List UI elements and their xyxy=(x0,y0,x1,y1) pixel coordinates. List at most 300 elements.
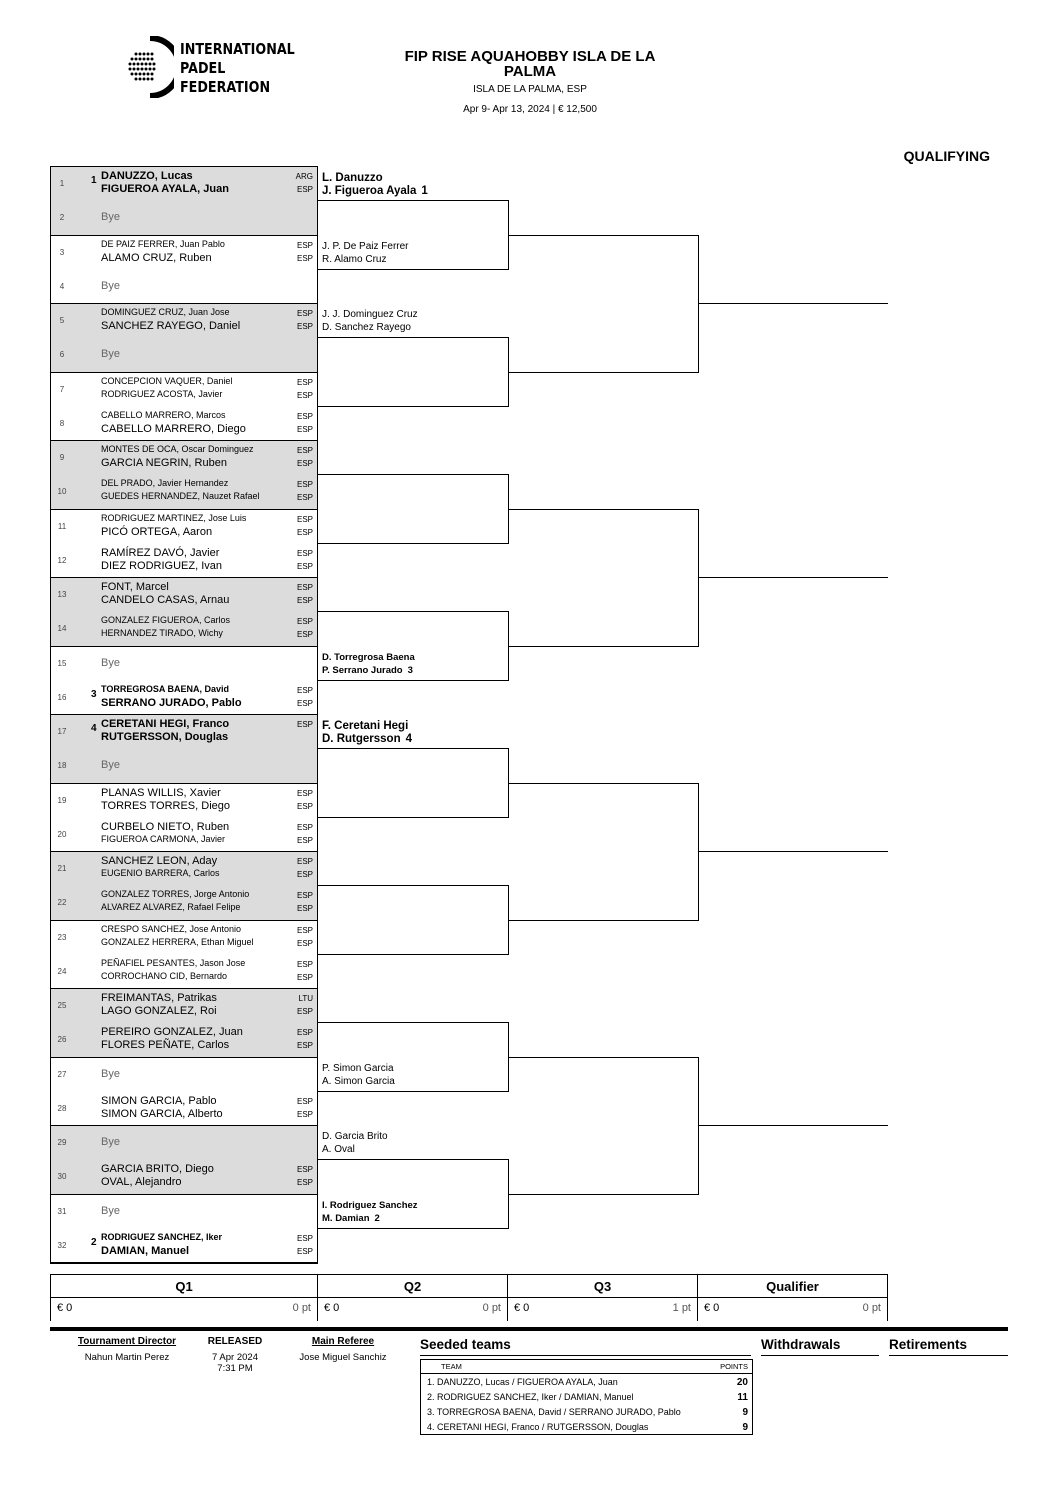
round2-player-1: D. Torregrosa Baena xyxy=(322,651,415,663)
draw-position: 23 xyxy=(57,932,67,942)
retirements-rule xyxy=(889,1355,1008,1356)
player-2-nationality: ESP xyxy=(296,390,313,400)
round2-player-2-name: P. Serrano Jurado xyxy=(322,664,403,676)
round2-player-2-name: A. Simon Garcia xyxy=(322,1075,395,1087)
bracket-line xyxy=(698,509,699,647)
draw-position: 10 xyxy=(57,487,67,497)
player-2-name: FLORES PEÑATE, Carlos xyxy=(101,1039,230,1052)
draw-entry xyxy=(51,578,317,612)
bracket-line xyxy=(318,337,508,338)
draw-entry xyxy=(51,407,317,441)
round2-seed: 3 xyxy=(407,664,413,676)
player-2-name: RUTGERSSON, Douglas xyxy=(101,731,229,743)
player-1-name: GONZALEZ FIGUEROA, Carlos xyxy=(101,615,231,626)
player-2-nationality: ESP xyxy=(296,1178,313,1188)
draw-position: 20 xyxy=(57,829,67,839)
draw-position: 18 xyxy=(57,761,67,771)
bracket-line xyxy=(698,303,888,304)
player-1-nationality: ESP xyxy=(296,788,313,798)
round2-player-2-name: D. Rutgersson xyxy=(322,733,401,746)
round2-seed: 2 xyxy=(374,1212,380,1224)
player-2-name: FIGUEROA AYALA, Juan xyxy=(101,183,229,195)
round2-player-1: L. Danuzzo xyxy=(322,172,383,185)
bye-label: Bye xyxy=(101,279,120,292)
player-2-name: SERRANO JURADO, Pablo xyxy=(101,696,242,709)
draw-position: 9 xyxy=(59,453,65,462)
seeded-team-name: 1. DANUZZO, Lucas / FIGUEROA AYALA, Juan xyxy=(427,1377,618,1387)
draw-position: 13 xyxy=(57,590,67,599)
player-1-nationality: ESP xyxy=(296,583,313,592)
player-1-nationality: ESP xyxy=(296,1165,313,1175)
player-1-nationality: ESP xyxy=(296,685,313,695)
draw-entry xyxy=(51,1160,317,1194)
round2-player-2 xyxy=(322,185,428,197)
player-1-name: CRESPO SANCHEZ, Jose Antonio xyxy=(101,923,242,934)
bye-label: Bye xyxy=(101,1204,120,1217)
prize-table xyxy=(50,1274,888,1321)
draw-entry xyxy=(51,373,317,407)
player-1-name: SANCHEZ LEON, Aday xyxy=(101,855,218,867)
draw-position: 26 xyxy=(57,1035,67,1045)
player-1-name: PLANAS WILLIS, Xavier xyxy=(101,786,221,799)
draw-position: 17 xyxy=(57,727,67,736)
draw-entry xyxy=(51,612,317,646)
player-1-nationality: ESP xyxy=(296,925,313,935)
round2-seed: 4 xyxy=(405,733,412,746)
player-1-name: SIMON GARCIA, Pablo xyxy=(101,1094,217,1107)
bracket-line xyxy=(318,543,508,544)
player-1-nationality: ESP xyxy=(296,240,313,250)
player-2-nationality: ESP xyxy=(296,1007,313,1016)
player-2-name: ALAMO CRUZ, Ruben xyxy=(101,251,212,264)
tournament-title-line2: PALMA xyxy=(503,63,557,80)
player-1-name: RAMÍREZ DAVÓ, Javier xyxy=(101,546,220,559)
player-2-nationality: ESP xyxy=(296,1109,313,1119)
bracket-line xyxy=(318,1091,508,1092)
player-1-name: GARCIA BRITO, Diego xyxy=(101,1163,214,1176)
draw-entry xyxy=(51,715,317,749)
player-1-name: FONT, Marcel xyxy=(101,581,169,593)
seeded-team-row xyxy=(421,1374,752,1389)
main-referee xyxy=(278,1336,408,1363)
draw-entry xyxy=(51,1023,317,1057)
bracket-line xyxy=(698,1125,888,1126)
bye-label: Bye xyxy=(101,759,120,772)
player-1-nationality: ESP xyxy=(296,1096,313,1106)
player-1-nationality: ARG xyxy=(295,172,313,181)
bracket-line xyxy=(698,783,699,921)
player-1-nationality: ESP xyxy=(296,377,313,387)
player-1-nationality: ESP xyxy=(296,822,313,832)
bracket-line xyxy=(318,817,508,818)
seed-number: 4 xyxy=(91,723,97,734)
bracket-line xyxy=(318,954,508,955)
player-1-name: TORREGROSA BAENA, David xyxy=(101,683,230,694)
draw-position: 19 xyxy=(57,795,67,805)
player-1-name: CONCEPCION VAQUER, Daniel xyxy=(101,375,233,386)
player-2-nationality: ESP xyxy=(296,835,313,845)
player-1-nationality: ESP xyxy=(296,514,313,524)
prize-money: € 0 xyxy=(57,1302,73,1314)
draw-entry xyxy=(51,955,317,989)
round2-player-2 xyxy=(322,322,411,333)
bye-label: Bye xyxy=(101,211,120,224)
player-2-nationality: ESP xyxy=(296,630,313,640)
bye-label: Bye xyxy=(101,1067,120,1080)
fip-logo xyxy=(126,36,174,98)
draw-position: 2 xyxy=(59,213,65,223)
prize-money: € 0 xyxy=(324,1302,340,1314)
bye-label: Bye xyxy=(101,348,120,361)
prize-separator xyxy=(51,1297,317,1298)
player-1-name: CERETANI HEGI, Franco xyxy=(101,718,230,730)
seeded-table-header xyxy=(421,1360,752,1374)
prize-points: 0 pt xyxy=(482,1302,501,1314)
draw-entry xyxy=(51,544,317,578)
player-2-name: SANCHEZ RAYEGO, Daniel xyxy=(101,320,241,332)
player-2-nationality: ESP xyxy=(296,527,313,537)
player-2-nationality: ESP xyxy=(296,253,313,263)
round2-player-2-name: D. Sanchez Rayego xyxy=(322,322,411,334)
round2-player-1: J. P. De Paiz Ferrer xyxy=(322,240,409,252)
prize-round-label: Qualifier xyxy=(766,1279,819,1294)
player-1-nationality: LTU xyxy=(298,994,313,1003)
draw-position: 1 xyxy=(59,179,65,188)
player-1-name: MONTES DE OCA, Oscar Dominguez xyxy=(101,444,254,454)
player-2-nationality: ESP xyxy=(296,185,313,194)
player-2-nationality: ESP xyxy=(296,904,313,914)
player-1-name: PEÑAFIEL PESANTES, Jason Jose xyxy=(101,957,246,968)
draw-entry xyxy=(51,852,317,886)
seeded-teams-table xyxy=(420,1359,753,1435)
round2-player-2 xyxy=(322,1076,395,1087)
draw-entry xyxy=(51,236,317,270)
player-2-name: DIEZ RODRIGUEZ, Ivan xyxy=(101,559,223,572)
bracket-line xyxy=(318,269,508,270)
draw-entry xyxy=(51,1126,317,1160)
bye-label: Bye xyxy=(101,1136,120,1148)
round2-player-2 xyxy=(322,1213,380,1224)
round2-player-2 xyxy=(322,733,412,745)
prize-round-cell xyxy=(318,1275,508,1321)
player-1-nationality: ESP xyxy=(296,309,313,318)
round2-player-1: F. Ceretani Hegi xyxy=(322,720,409,733)
player-2-name: LAGO GONZALEZ, Roi xyxy=(101,1005,217,1017)
tournament-director xyxy=(62,1336,192,1363)
player-2-nationality: ESP xyxy=(296,561,313,571)
player-1-nationality: ESP xyxy=(296,720,313,729)
player-2-name: PICÓ ORTEGA, Aaron xyxy=(101,525,213,538)
player-1-nationality: ESP xyxy=(296,446,313,455)
seeded-team-name: 4. CERETANI HEGI, Franco / RUTGERSSON, Douglas xyxy=(427,1422,649,1432)
draw-entry xyxy=(51,338,317,372)
player-2-nationality: ESP xyxy=(296,1041,313,1051)
withdrawals-title: Withdrawals xyxy=(761,1337,841,1352)
bracket-line xyxy=(508,748,509,818)
bracket-line xyxy=(508,337,509,407)
draw-position: 12 xyxy=(57,555,67,565)
player-1-nationality: ESP xyxy=(296,617,313,627)
tournament-title-line1: FIP RISE AQUAHOBBY ISLA DE LA xyxy=(404,48,656,65)
player-2-name: CORROCHANO CID, Bernardo xyxy=(101,970,228,981)
bracket-line xyxy=(508,372,698,373)
draw-position: 11 xyxy=(57,521,67,531)
draw-position: 30 xyxy=(57,1172,67,1182)
seed-number: 1 xyxy=(91,175,97,186)
draw-entry xyxy=(51,647,317,681)
bracket-line xyxy=(698,1057,699,1195)
draw-entry xyxy=(51,749,317,783)
draw-position: 7 xyxy=(59,384,65,394)
retirements-title: Retirements xyxy=(889,1337,968,1352)
director-label: Tournament Director xyxy=(77,1336,177,1347)
referee-label: Main Referee xyxy=(311,1336,375,1347)
seeded-team-row xyxy=(421,1389,752,1404)
player-2-name: ALVAREZ ALVAREZ, Rafael Felipe xyxy=(101,902,241,913)
bracket-line xyxy=(508,235,698,236)
prize-separator xyxy=(508,1297,697,1298)
draw-entry xyxy=(51,921,317,955)
draw-entry xyxy=(51,1195,317,1229)
prize-points: 0 pt xyxy=(862,1302,881,1314)
player-2-nationality: ESP xyxy=(296,938,313,948)
player-1-name: FREIMANTAS, Patrikas xyxy=(101,992,217,1004)
bracket-line xyxy=(698,851,888,852)
player-1-name: DANUZZO, Lucas xyxy=(101,170,193,182)
bracket-line xyxy=(508,611,509,681)
player-2-name: TORRES TORRES, Diego xyxy=(101,799,230,812)
bracket-line xyxy=(698,235,699,373)
player-2-nationality: ESP xyxy=(296,424,313,434)
bracket-line xyxy=(318,1022,508,1023)
draw-entry xyxy=(51,475,317,509)
round2-player-1: D. Garcia Brito xyxy=(322,1131,388,1143)
player-2-name: HERNANDEZ TIRADO, Wichy xyxy=(101,628,223,639)
player-1-nationality: ESP xyxy=(296,959,313,969)
round2-player-1: J. J. Dominguez Cruz xyxy=(322,309,418,321)
player-2-nationality: ESP xyxy=(296,1246,313,1256)
player-2-name: RODRIGUEZ ACOSTA, Javier xyxy=(101,388,223,399)
draw-entry xyxy=(51,1229,317,1263)
player-1-nationality: ESP xyxy=(296,1028,313,1038)
federation-name: INTERNATIONAL PADEL FEDERATION xyxy=(180,40,295,96)
draw-position: 28 xyxy=(57,1103,67,1113)
draw-position: 31 xyxy=(57,1206,67,1216)
released-date: 7 Apr 2024 xyxy=(212,1352,258,1363)
bracket-line xyxy=(508,200,509,270)
seeded-teams-title: Seeded teams xyxy=(420,1337,511,1352)
prize-separator xyxy=(318,1297,507,1298)
player-1-name: RODRIGUEZ MARTINEZ, Jose Luis xyxy=(101,512,247,523)
player-2-nationality: ESP xyxy=(296,698,313,708)
prize-round-label: Q2 xyxy=(403,1279,422,1294)
draw-position: 14 xyxy=(57,624,67,634)
withdrawals-rule xyxy=(761,1355,879,1356)
prize-money: € 0 xyxy=(514,1302,530,1314)
prize-round-cell xyxy=(50,1275,318,1321)
round2-player-2-name: A. Oval xyxy=(322,1144,355,1156)
footer-rule xyxy=(50,1327,1008,1331)
fip-logo-icon xyxy=(126,36,174,98)
seeded-team-row xyxy=(421,1404,752,1419)
player-2-nationality: ESP xyxy=(296,870,313,879)
bracket-line xyxy=(318,1159,508,1160)
round2-seed: 1 xyxy=(421,185,428,198)
bracket-line xyxy=(318,748,508,749)
prize-separator xyxy=(698,1297,887,1298)
player-1-nationality: ESP xyxy=(296,1233,313,1243)
draw-position: 15 xyxy=(57,658,67,668)
player-1-name: GONZALEZ TORRES, Jorge Antonio xyxy=(101,889,250,900)
draw-entry xyxy=(51,510,317,544)
released-info xyxy=(185,1336,285,1374)
prize-round-cell xyxy=(508,1275,698,1321)
bracket-line xyxy=(698,577,888,578)
seeded-team-points: 11 xyxy=(737,1392,748,1403)
bye-label: Bye xyxy=(101,656,120,669)
tournament-location: ISLA DE LA PALMA, ESP xyxy=(473,84,587,95)
bracket-line xyxy=(508,1159,509,1229)
bracket-line xyxy=(318,885,508,886)
team-column-header: TEAM xyxy=(441,1362,462,1371)
draw-position: 25 xyxy=(57,1001,67,1010)
bracket-line xyxy=(508,920,698,921)
round2-player-2-name: M. Damian xyxy=(322,1212,370,1224)
draw-type-label: QUALIFYING xyxy=(903,148,990,164)
player-1-name: PEREIRO GONZALEZ, Juan xyxy=(101,1026,243,1039)
draw-entry xyxy=(51,1058,317,1092)
prize-round-label: Q1 xyxy=(175,1279,193,1294)
bracket-line xyxy=(318,680,508,681)
player-1-name: DOMINGUEZ CRUZ, Juan Jose xyxy=(101,307,230,317)
player-2-nationality: ESP xyxy=(296,801,313,811)
seeded-team-points: 9 xyxy=(742,1422,748,1433)
referee-name: Jose Miguel Sanchiz xyxy=(299,1352,387,1363)
bracket-line xyxy=(318,1228,508,1229)
bracket-line xyxy=(508,783,698,784)
prize-points: 0 pt xyxy=(292,1302,311,1314)
player-2-nationality: ESP xyxy=(296,322,313,331)
bracket-line xyxy=(508,474,509,544)
bracket-line xyxy=(318,611,508,612)
draw-entry xyxy=(51,441,317,475)
released-label: RELEASED xyxy=(207,1336,263,1347)
draw-position: 3 xyxy=(59,247,65,257)
round2-player-2-name: J. Figueroa Ayala xyxy=(322,185,417,198)
round2-player-2 xyxy=(322,665,413,676)
player-1-nationality: ESP xyxy=(296,857,313,866)
player-2-name: OVAL, Alejandro xyxy=(101,1176,182,1189)
bracket-line xyxy=(318,200,508,201)
bracket-line xyxy=(508,1194,698,1195)
seed-number: 3 xyxy=(91,688,97,700)
player-2-name: DAMIAN, Manuel xyxy=(101,1244,189,1257)
draw-entry xyxy=(51,886,317,920)
player-1-name: DEL PRADO, Javier Hernandez xyxy=(101,478,229,489)
draw-entry xyxy=(51,270,317,304)
player-2-name: SIMON GARCIA, Alberto xyxy=(101,1107,223,1120)
seeded-team-name: 2. RODRIGUEZ SANCHEZ, Iker / DAMIAN, Manuel xyxy=(427,1392,634,1402)
draw-list xyxy=(50,166,318,1264)
draw-position: 16 xyxy=(57,692,67,702)
director-name: Nahun Martin Perez xyxy=(84,1352,170,1363)
draw-position: 29 xyxy=(57,1138,67,1147)
prize-points: 1 pt xyxy=(672,1302,691,1314)
round2-player-2-name: R. Alamo Cruz xyxy=(322,253,387,265)
player-2-name: GARCIA NEGRIN, Ruben xyxy=(101,457,227,469)
player-2-name: FIGUEROA CARMONA, Javier xyxy=(101,833,226,844)
prize-round-cell xyxy=(698,1275,888,1321)
player-2-name: EUGENIO BARRERA, Carlos xyxy=(101,868,220,878)
draw-position: 22 xyxy=(57,898,67,908)
player-2-nationality: ESP xyxy=(296,493,313,503)
seeded-team-points: 20 xyxy=(736,1377,748,1388)
player-1-name: CABELLO MARRERO, Marcos xyxy=(101,409,226,420)
draw-entry xyxy=(51,304,317,338)
seeded-team-name: 3. TORREGROSA BAENA, David / SERRANO JURADO, Pablo xyxy=(427,1407,681,1417)
player-2-nationality: ESP xyxy=(296,459,313,468)
bracket-line xyxy=(508,646,698,647)
draw-entry xyxy=(51,818,317,852)
player-2-name: CANDELO CASAS, Arnau xyxy=(101,594,230,606)
draw-entry xyxy=(51,989,317,1023)
player-1-nationality: ESP xyxy=(296,891,313,901)
prize-round-label: Q3 xyxy=(593,1279,612,1294)
bracket-line xyxy=(508,1022,509,1092)
seed-number: 2 xyxy=(91,1236,97,1248)
seeded-team-row xyxy=(421,1419,752,1434)
round2-player-1: P. Simon Garcia xyxy=(322,1062,394,1074)
bracket-line xyxy=(508,509,698,510)
player-2-name: CABELLO MARRERO, Diego xyxy=(101,422,246,435)
player-1-nationality: ESP xyxy=(296,411,313,421)
draw-position: 8 xyxy=(59,418,65,428)
bracket-line xyxy=(508,885,509,955)
player-1-name: RODRIGUEZ SANCHEZ, Iker xyxy=(101,1231,223,1242)
bracket-line xyxy=(508,1057,698,1058)
draw-position: 4 xyxy=(59,281,65,291)
round2-player-2 xyxy=(322,1144,355,1155)
bracket-line xyxy=(318,474,508,475)
released-time: 7:31 PM xyxy=(217,1363,253,1374)
draw-position: 24 xyxy=(57,966,67,976)
draw-entry xyxy=(51,167,317,201)
prize-money: € 0 xyxy=(704,1302,720,1314)
player-2-name: GUEDES HERNANDEZ, Nauzet Rafael xyxy=(101,491,260,502)
player-2-nationality: ESP xyxy=(296,596,313,605)
player-1-nationality: ESP xyxy=(296,480,313,490)
draw-entry xyxy=(51,784,317,818)
round2-player-1: I. Rodriguez Sanchez xyxy=(322,1199,418,1211)
round2-player-2 xyxy=(322,254,386,265)
draw-position: 27 xyxy=(57,1069,67,1079)
draw-position: 21 xyxy=(57,864,67,873)
draw-position: 32 xyxy=(57,1240,67,1250)
draw-position: 6 xyxy=(59,350,65,360)
seeded-rule xyxy=(420,1355,751,1356)
player-2-nationality: ESP xyxy=(296,972,313,982)
draw-entry xyxy=(51,681,317,715)
draw-position: 5 xyxy=(59,316,65,325)
tournament-dates-prize: Apr 9- Apr 13, 2024 | € 12,500 xyxy=(463,104,597,115)
player-1-name: DE PAIZ FERRER, Juan Pablo xyxy=(101,238,225,249)
draw-entry xyxy=(51,1092,317,1126)
seeded-team-points: 9 xyxy=(742,1407,748,1418)
player-1-name: CURBELO NIETO, Ruben xyxy=(101,820,230,833)
player-1-nationality: ESP xyxy=(296,548,313,558)
points-column-header: POINTS xyxy=(720,1362,748,1371)
draw-entry xyxy=(51,201,317,235)
